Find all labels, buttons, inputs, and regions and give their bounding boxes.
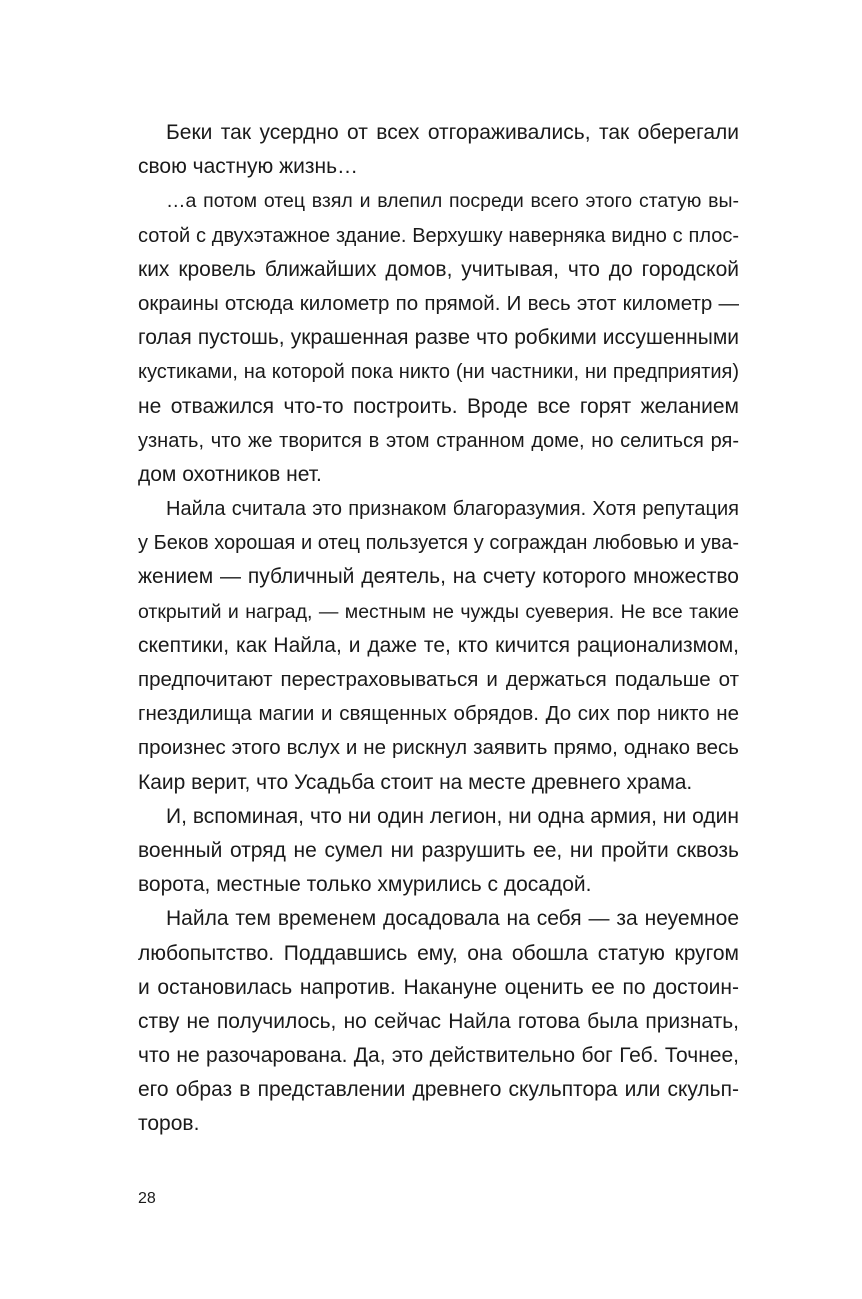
text-line: жением — публичный деятель, на счету которого множество <box>138 565 739 589</box>
text-line: ству не получилось, но сейчас Найла готова была признать, <box>138 1009 739 1033</box>
text-line: И, вспоминая, что ни один легион, ни одна армия, ни один <box>166 804 739 828</box>
body-text <box>138 116 739 1142</box>
text-line: что не разочарована. Да, это действительно бог Геб. Точнее, <box>138 1044 739 1068</box>
text-line: сотой с двухэтажное здание. Верхушку наверняка видно с плос- <box>138 224 739 247</box>
text-line: торов. <box>138 1112 200 1136</box>
text-line: дом охотников нет. <box>138 462 322 486</box>
text-line: окраины отсюда километр по прямой. И весь этот километр — <box>138 291 739 315</box>
text-line: Найла тем временем досадовала на себя — за неуемное <box>166 907 739 931</box>
text-line: и остановилась напротив. Накануне оценить ее по достоин- <box>138 975 739 999</box>
text-line: …а потом отец взял и влепил посреди всего этого статую вы- <box>166 190 739 213</box>
text-line: не отважился что-то построить. Вроде все горят желанием <box>138 394 739 418</box>
text-line: ворота, местные только хмурились с досадой. <box>138 873 592 897</box>
text-line: Беки так усердно от всех отгораживались, так оберегали <box>166 121 739 144</box>
text-line: произнес этого вслух и не рискнул заявить прямо, однако весь <box>138 736 739 760</box>
text-line: его образ в представлении древнего скульптора или скульп- <box>138 1078 739 1102</box>
text-line: Найла считала это признаком благоразумия. Хотя репутация <box>166 498 739 521</box>
page-number: 28 <box>138 1190 156 1207</box>
text-line: у Беков хорошая и отец пользуется у сограждан любовью и ува- <box>138 532 739 555</box>
text-line: гнездилища магии и священных обрядов. До сих пор никто не <box>138 702 739 726</box>
text-line: свою частную жизнь… <box>138 155 359 179</box>
text-line: любопытство. Поддавшись ему, она обошла статую кругом <box>138 941 739 965</box>
text-line: кустиками, на которой пока никто (ни частники, ни предприятия) <box>138 361 739 384</box>
text-line: голая пустошь, украшенная разве что робкими иссушенными <box>138 326 739 350</box>
text-line: Каир верит, что Усадьба стоит на месте древнего храма. <box>138 770 693 794</box>
text-line: узнать, что же творится в этом странном доме, но селиться ря- <box>138 429 739 452</box>
text-line: военный отряд не сумел ни разрушить ее, ни пройти сквозь <box>138 838 739 862</box>
text-line: ких кровель ближайших домов, учитывая, что до городской <box>138 257 739 281</box>
text-line: скептики, как Найла, и даже те, кто кичится рационализмом, <box>138 633 739 657</box>
text-line: предпочитают перестраховываться и держаться подальше от <box>138 668 739 691</box>
text-line: открытий и наград, — местным не чужды суеверия. Не все такие <box>138 600 739 623</box>
